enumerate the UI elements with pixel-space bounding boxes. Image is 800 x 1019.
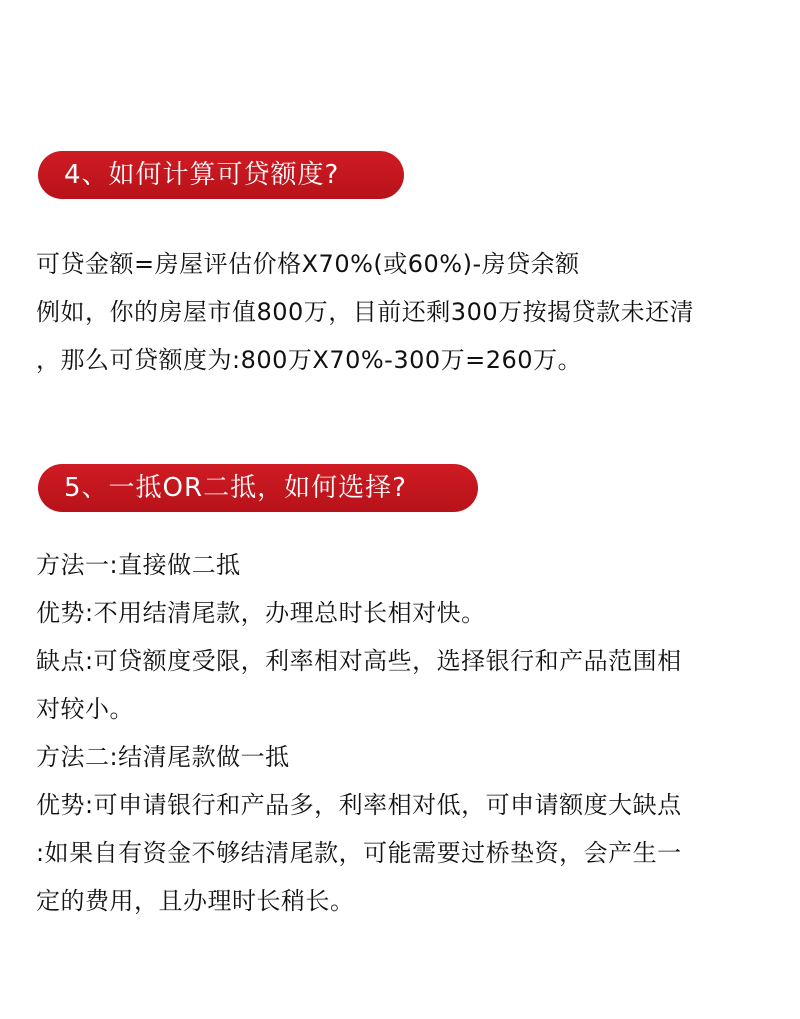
body-line: :如果自有资金不够结清尾款，可能需要过桥垫资，会产生一 [36,839,682,867]
body-line: ，那么可贷额度为:800万X70%-300万=260万。 [36,346,583,374]
body-line: 优势:可申请银行和产品多，利率相对低，可申请额度大缺点 [36,791,682,819]
body-line: 例如，你的房屋市值800万，目前还剩300万按揭贷款未还清 [36,298,695,326]
section-heading: 5、一抵OR二抵，如何选择? [38,464,478,512]
body-line: 对较小。 [36,695,134,723]
body-line: 可贷金额=房屋评估价格X70%(或60%)-房贷余额 [36,250,580,278]
section-body [36,541,776,925]
body-line: 优势:不用结清尾款，办理总时长相对快。 [36,599,486,627]
body-line: 方法二:结清尾款做一抵 [36,743,290,771]
body-line: 定的费用，且办理时长稍长。 [36,887,355,915]
body-line: 缺点:可贷额度受限，利率相对高些，选择银行和产品范围相 [36,647,682,675]
section-body [36,240,776,384]
section-heading: 4、如何计算可贷额度? [38,151,404,199]
body-line: 方法一:直接做二抵 [36,551,241,579]
